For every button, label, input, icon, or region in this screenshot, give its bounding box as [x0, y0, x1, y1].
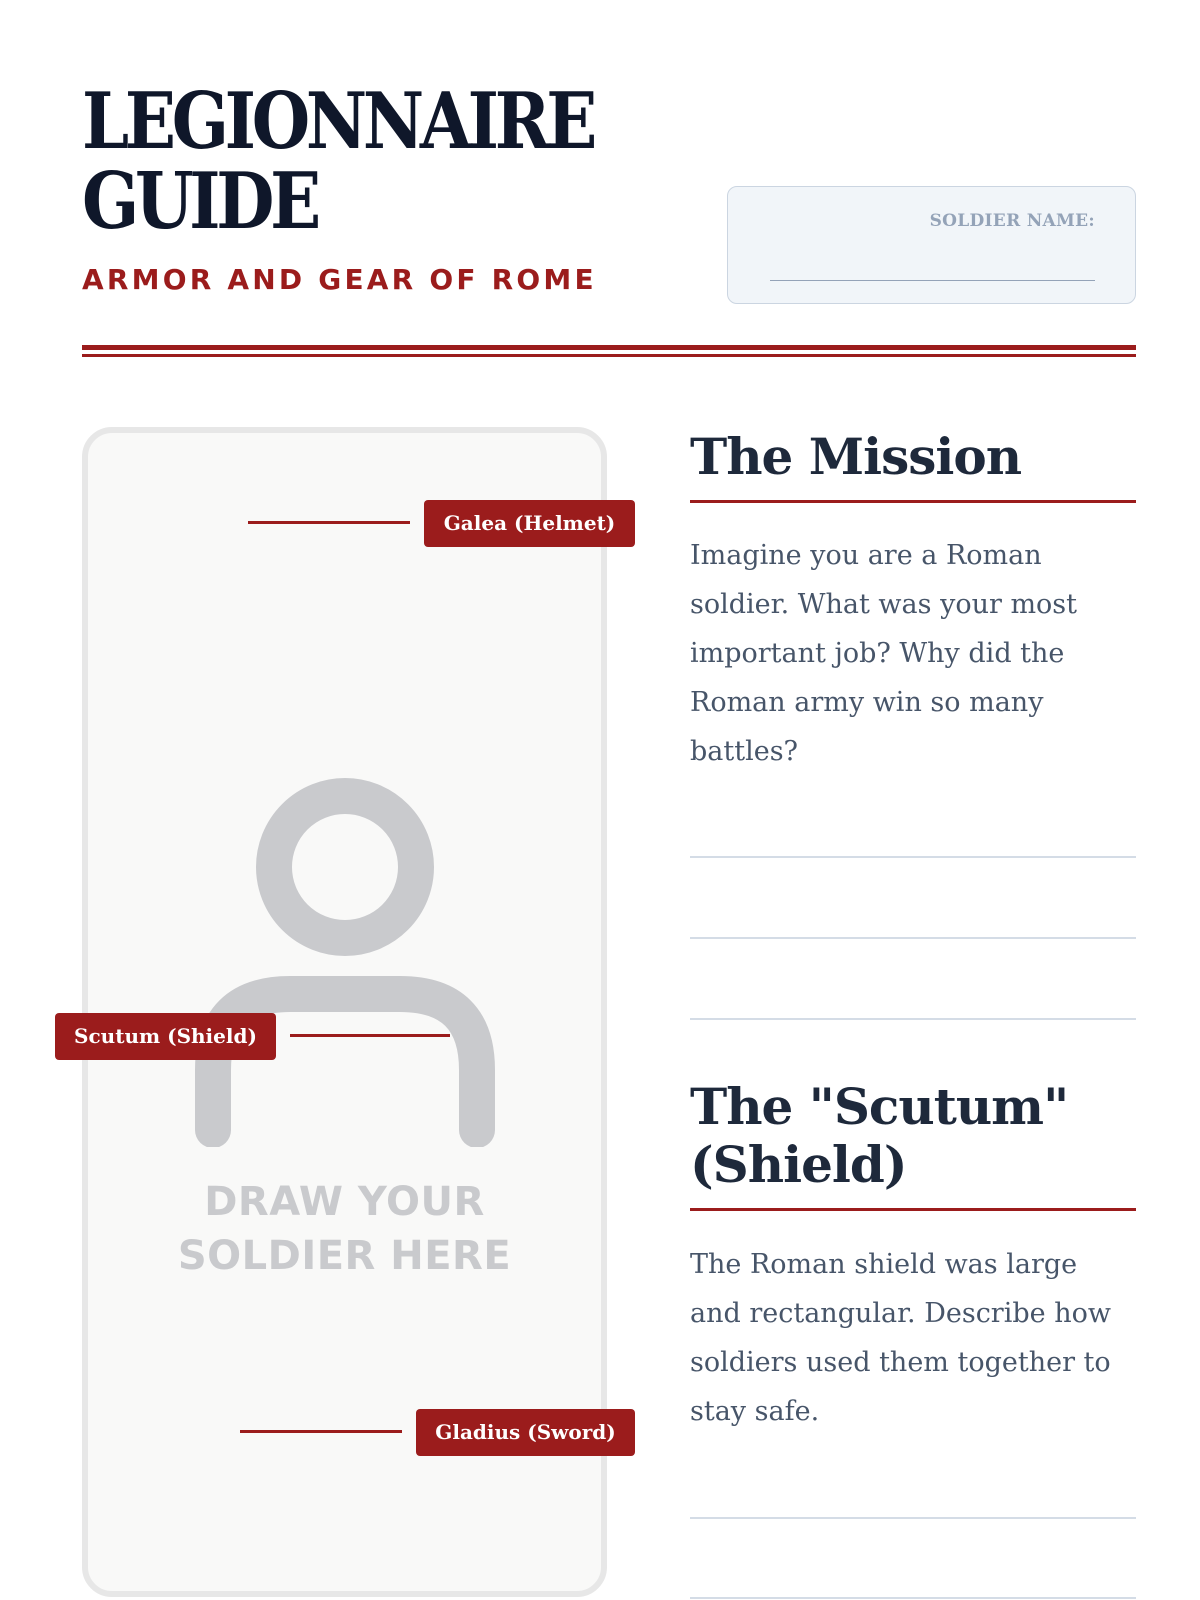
- soldier-name-box: [727, 186, 1136, 304]
- scutum-answer-line-1[interactable]: [690, 1517, 1136, 1519]
- header-divider-thick: [82, 345, 1136, 350]
- drawing-prompt-line-2: SOLDIER HERE: [177, 1233, 512, 1279]
- page-title: [82, 76, 594, 247]
- scutum-heading: The "Scutum" (Shield): [690, 1077, 1069, 1194]
- drawing-prompt: [82, 1175, 607, 1283]
- soldier-name-label: SOLDIER NAME:: [929, 211, 1095, 231]
- sword-leader-line: [240, 1430, 402, 1433]
- title-line-1: LEGIONNAIRE: [82, 76, 594, 167]
- mission-heading: The Mission: [690, 427, 1022, 486]
- header-divider-thin: [82, 354, 1136, 357]
- helmet-leader-line: [248, 521, 410, 524]
- mission-answer-line-1[interactable]: [690, 856, 1136, 858]
- soldier-silhouette-icon: [195, 777, 495, 1147]
- shield-label: Scutum (Shield): [55, 1013, 276, 1060]
- title-line-2: GUIDE: [82, 156, 317, 247]
- mission-answer-line-2[interactable]: [690, 937, 1136, 939]
- drawing-prompt-line-1: DRAW YOUR: [204, 1179, 485, 1225]
- mission-answer-line-3[interactable]: [690, 1018, 1136, 1020]
- scutum-heading-rule: [690, 1208, 1136, 1211]
- mission-prompt: Imagine you are a Roman soldier. What was your most important job? Why did the Roman army win so many battles?: [690, 540, 1078, 767]
- scutum-prompt: The Roman shield was large and rectangular. Describe how soldiers used them together to stay safe.: [690, 1249, 1111, 1427]
- mission-heading-rule: [690, 500, 1136, 503]
- silhouette-head: [274, 796, 416, 938]
- helmet-label: Galea (Helmet): [424, 500, 635, 547]
- sword-label: Gladius (Sword): [416, 1409, 635, 1456]
- soldier-name-field[interactable]: [770, 280, 1095, 281]
- shield-leader-line: [290, 1034, 450, 1037]
- scutum-answer-line-2[interactable]: [690, 1597, 1136, 1599]
- page-subtitle: ARMOR AND GEAR OF ROME: [82, 263, 597, 296]
